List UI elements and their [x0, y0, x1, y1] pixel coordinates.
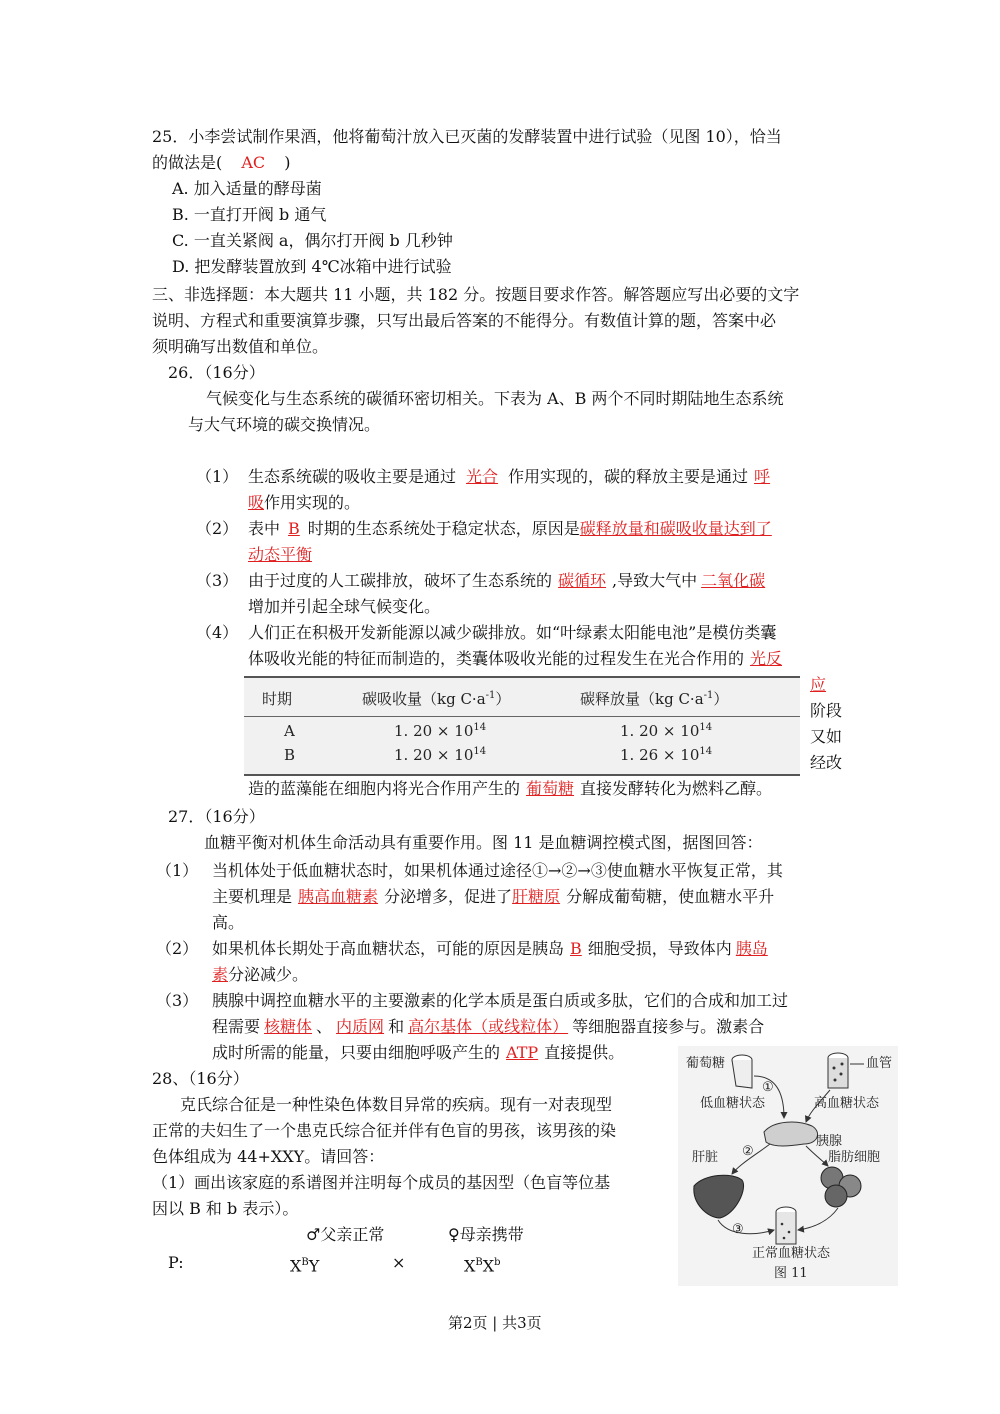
q27-p2-answer2b: 素: [212, 965, 229, 984]
q28-line1: 克氏综合征是一种性染色体数目异常的疾病。现有一对表现型: [180, 1095, 613, 1114]
q28-line4: （1）画出该家庭的系谱图并注明每个成员的基因型（色盲等位基: [152, 1173, 611, 1192]
carbon-exchange-table: [244, 676, 800, 776]
pancreas-icon: [764, 1122, 818, 1146]
q26-p2-answer2a: 碳释放量和碳吸收量达到了: [579, 519, 772, 538]
table-header-absorb: 碳吸收量（kg $C\cdot a^{-1}$）: [362, 690, 511, 708]
section3-line2: 说明、方程式和重要演算步骤，只写出最后答案的不能得分。有数值计算的题，答案中必: [152, 311, 777, 330]
arrow-fat-to-normal: [798, 1208, 838, 1230]
q26-p1-answer2b: 吸: [248, 493, 265, 512]
q28-line5: 因以 B 和 b 表示）。: [152, 1199, 299, 1218]
q26-p4-line1: 人们正在积极开发新能源以减少碳排放。如“叶绿素太阳能电池”是模仿类囊: [248, 623, 777, 642]
q26-p4-line3: 造的蓝藻能在细胞内将光合作用产生的 葡萄糖 直接发酵转化为燃料乙醇。: [248, 779, 773, 798]
q27-p2-answer1: B: [570, 939, 582, 958]
section3-line1: 三、非选择题：本大题共 11 小题，共 182 分。按题目要求作答。解答题应写出必要的文字: [152, 285, 800, 304]
q26-p3-answer2: 二氧化碳: [701, 571, 766, 590]
normal-glucose-vessel-icon: [776, 1207, 796, 1244]
q25-stem-line1: 25．小李尝试制作果酒，他将葡萄汁放入已灭菌的发酵装置中进行试验（见图 10），恰当: [152, 127, 782, 146]
cross-symbol: ×: [392, 1253, 406, 1272]
q26-p4-answer1a: 光反: [750, 649, 783, 668]
q27-p3-line3: 成时所需的能量，只要由细胞呼吸产生的 ATP 直接提供。: [212, 1043, 625, 1062]
q26-p3-line2: 增加并引起全球气候变化。: [248, 597, 441, 616]
q25-option-b: B. 一直打开阀 b 通气: [172, 205, 327, 224]
q28-line3: 色体组成为 44+XXY。请回答：: [152, 1147, 385, 1166]
q26-p1-line2: 吸作用实现的。: [248, 493, 361, 512]
q27-p3-answer2: 内质网: [336, 1017, 385, 1036]
q27-p2-line2: 素分泌减少。: [212, 965, 309, 984]
father-label: ♂父亲正常: [306, 1225, 385, 1244]
section3-line3: 须明确写出数值和单位。: [152, 337, 329, 356]
table-row-b-release: 1. $26 \times 10^{14}$: [620, 746, 713, 764]
q27-p3-answer4: ATP: [506, 1043, 539, 1062]
q26-p1-line1: 生态系统碳的吸收主要是通过 光合 作用实现的，碳的释放主要是通过 呼: [248, 467, 771, 486]
q26-intro-line2: 与大气环境的碳交换情况。: [188, 415, 381, 434]
q26-p4-wrap1: 阶段: [810, 701, 843, 720]
q25-option-a: A. 加入适量的酵母菌: [172, 179, 322, 198]
q25-option-d: D. 把发酵装置放到 4℃冰箱中进行试验: [172, 257, 452, 276]
q26-p2-answer2b: 动态平衡: [248, 545, 313, 564]
table-header-period: 时期: [262, 690, 293, 708]
q26-p3-num: （3）: [196, 571, 239, 590]
father-genotype: $X^BY$: [290, 1256, 320, 1276]
q25-stem-line2: [152, 150, 290, 176]
label-normal-glucose: 正常血糖状态: [752, 1246, 831, 1261]
q27-p3-answer3: 高尔基体（或线粒体）: [408, 1017, 569, 1036]
q28-header: 28、（16分）: [152, 1069, 249, 1088]
q27-p1-num: （1）: [156, 861, 199, 880]
q26-p2-answer1: B: [288, 519, 300, 538]
low-glucose-vessel-icon: [732, 1055, 752, 1088]
q25-answer: AC: [241, 153, 266, 172]
q26-p2-line2: [248, 542, 312, 568]
q27-p1-line2: 主要机理是 胰高血糖素 分泌增多，促进了肝糖原 分解成葡萄糖，使血糖水平升: [212, 887, 775, 906]
q26-p2-line1: 表中 B 时期的生态系统处于稳定状态，原因是碳释放量和碳吸收量达到了: [248, 519, 772, 538]
figure-caption: 图 11: [774, 1266, 808, 1281]
q26-p3-line1: 由于过度的人工碳排放，破坏了生态系统的 碳循环 ,导致大气中 二氧化碳: [248, 571, 766, 590]
q26-header: 26．（16分）: [168, 363, 265, 382]
q26-p1-answer2a: 呼: [754, 467, 771, 486]
label-step1: ①: [762, 1080, 774, 1095]
high-glucose-vessel-icon: [828, 1053, 848, 1088]
label-low-glucose: 低血糖状态: [700, 1096, 766, 1111]
q27-p3-answer1: 核糖体: [264, 1017, 313, 1036]
q26-intro-line1: 气候变化与生态系统的碳循环密切相关。下表为 A、B 两个不同时期陆地生态系统: [206, 389, 784, 408]
q26-p4-wrap2: 又如: [810, 727, 843, 746]
q27-p3-line1: 胰腺中调控血糖水平的主要激素的化学本质是蛋白质或多肽，它们的合成和加工过: [212, 991, 789, 1010]
q25-stem2-post: ): [284, 153, 291, 172]
q26-p1-num: （1）: [196, 467, 239, 486]
mother-label: ♀母亲携带: [448, 1225, 524, 1244]
table-header-divider: [244, 716, 800, 717]
q26-p3-answer1: 碳循环: [558, 571, 607, 590]
label-high-glucose: 高血糖状态: [814, 1096, 880, 1111]
arrow-step3: [718, 1220, 774, 1234]
table-row-a-release: 1. $20 \times 10^{14}$: [620, 722, 713, 740]
table-row-a-period: A: [284, 722, 295, 740]
q27-p1-answer1: 胰高血糖素: [298, 887, 379, 906]
q26-p4-answer2: 葡萄糖: [526, 779, 575, 798]
table-row-b-period: B: [284, 746, 296, 764]
q28-line2: 正常的夫妇生了一个患克氏综合征并伴有色盲的男孩，该男孩的染: [152, 1121, 617, 1140]
table-header-release: 碳释放量（kg $C\cdot a^{-1}$）: [580, 690, 729, 708]
label-pancreas: 胰腺: [816, 1134, 843, 1149]
q26-p4-answer1b: 应: [810, 675, 827, 694]
q27-intro: 血糖平衡对机体生命活动具有重要作用。图 11 是血糖调控模式图，据图回答：: [204, 833, 763, 852]
page-footer: 第2页 | 共3页: [448, 1314, 542, 1332]
q27-p2-line1: 如果机体长期处于高血糖状态，可能的原因是胰岛 B 细胞受损，导致体内 胰岛: [212, 939, 768, 958]
q27-p3-num: （3）: [156, 991, 199, 1010]
blood-glucose-diagram: [678, 1046, 898, 1286]
q26-p1-answer1: 光合: [466, 467, 499, 486]
mother-genotype: $X^BX^b$: [464, 1256, 501, 1276]
label-glucose: 葡萄糖: [686, 1056, 726, 1071]
q27-p1-answer2: 肝糖原: [512, 887, 561, 906]
generation-p-label: P:: [168, 1253, 184, 1272]
q27-header: 27．（16分）: [168, 807, 265, 826]
label-step2: ②: [742, 1144, 754, 1159]
table-row-b-absorb: 1. $20 \times 10^{14}$: [394, 746, 487, 764]
label-fat-cells: 脂肪细胞: [828, 1150, 881, 1165]
table-row-a-absorb: 1. $20 \times 10^{14}$: [394, 722, 487, 740]
q26-p4-wrap3: 经改: [810, 753, 843, 772]
label-blood-vessel: 血管: [866, 1056, 893, 1071]
q27-p3-line2: 程需要 核糖体 、 内质网 和 高尔基体（或线粒体） 等细胞器直接参与。激素合: [212, 1017, 765, 1036]
q26-p4-num: （4）: [196, 623, 239, 642]
label-liver: 肝脏: [692, 1150, 719, 1165]
q27-p2-answer2a: 胰岛: [735, 939, 768, 958]
q27-p2-num: （2）: [156, 939, 199, 958]
q25-stem2-pre: 的做法是(: [152, 153, 223, 172]
q26-p2-num: （2）: [196, 519, 239, 538]
q25-option-c: C. 一直关紧阀 a，偶尔打开阀 b 几秒钟: [172, 231, 453, 250]
q27-p1-line1: 当机体处于低血糖状态时，如果机体通过途径①→②→③使血糖水平恢复正常，其: [212, 861, 783, 880]
q26-p4-line2: 体吸收光能的特征而制造的，类囊体吸收光能的过程发生在光合作用的 光反: [248, 649, 783, 668]
label-step3: ③: [732, 1222, 744, 1237]
liver-icon: [694, 1175, 744, 1218]
fat-cells-icon: [821, 1167, 861, 1207]
q27-p1-line3: 高。: [212, 913, 245, 932]
